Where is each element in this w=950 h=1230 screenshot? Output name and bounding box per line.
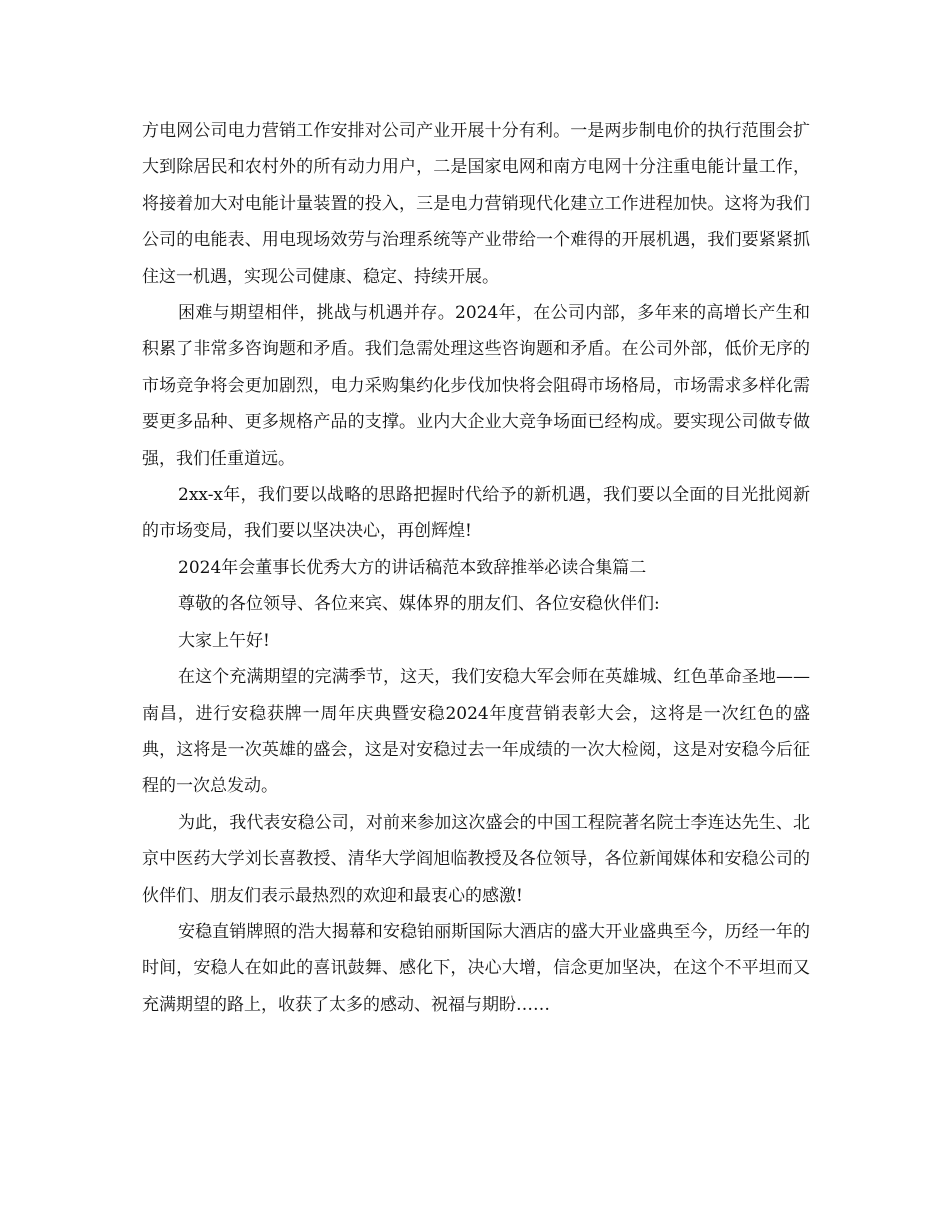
paragraph-7: 在这个充满期望的完满季节，这天，我们安稳大军会师在英雄城、红色革命圣地——南昌，进行安稳获牌一周年庆典暨安稳2024年度营销表彰大会，这将是一次红色的盛典，这将是一次英雄的盛会，这是对安稳过去一年成绩的一次大检阅，这是对安稳今后征程的一次总发动。: [142, 667, 810, 797]
paragraph-8: 为此，我代表安稳公司，对前来参加这次盛会的中国工程院著名院士李连达先生、北京中医药大学刘长喜教授、清华大学阎旭临教授及各位领导，各位新闻媒体和安稳公司的伙伴们、朋友们表示最热烈的欢迎和最衷心的感激!: [142, 812, 810, 906]
paragraph-2: 困难与期望相伴，挑战与机遇并存。2024年，在公司内部，多年来的高增长产生和积累了非常多咨询题和矛盾。我们急需处理这些咨询题和矛盾。在公司外部，低价无序的市场竞争将会更加剧烈，电力采购集约化步伐加快将会阻碍市场格局，市场需求多样化需要更多品种、更多规格产品的支撑。业内大企业大竞争场面已经构成。要实现公司做专做强，我们任重道远。: [142, 303, 810, 469]
section-heading: 2024年会董事长优秀大方的讲话稿范本致辞推举必读合集篇二: [178, 557, 647, 578]
salutation: 尊敬的各位领导、各位来宾、媒体界的朋友们、各位安稳伙伴们:: [178, 594, 660, 615]
paragraph-1: 方电网公司电力营销工作安排对公司产业开展十分有利。一是两步制电价的执行范围会扩大到除居民和农村外的所有动力用户，二是国家电网和南方电网十分注重电能计量工作，将接着加大对电能计量装置的投入，三是电力营销现代化建立工作进程加快。这将为我们公司的电能表、用电现场效劳与治理系统等产业带给一个难得的开展机遇，我们要紧紧抓住这一机遇，实现公司健康、稳定、持续开展。: [142, 121, 810, 287]
paragraph-3: 2xx-x年，我们要以战略的思路把握时代给予的新机遇，我们要以全面的目光批阅新的市场变局，我们要以坚决决心，再创辉煌!: [142, 485, 810, 542]
document-body: [142, 113, 810, 1023]
greeting: 大家上午好!: [178, 630, 270, 651]
paragraph-9: 安稳直销牌照的浩大揭幕和安稳铂丽斯国际大酒店的盛大开业盛典至今，历经一年的时间，安稳人在如此的喜讯鼓舞、感化下，决心大增，信念更加坚决，在这个不平坦而又充满期望的路上，收获了太多的感动、祝福与期盼……: [142, 921, 810, 1015]
